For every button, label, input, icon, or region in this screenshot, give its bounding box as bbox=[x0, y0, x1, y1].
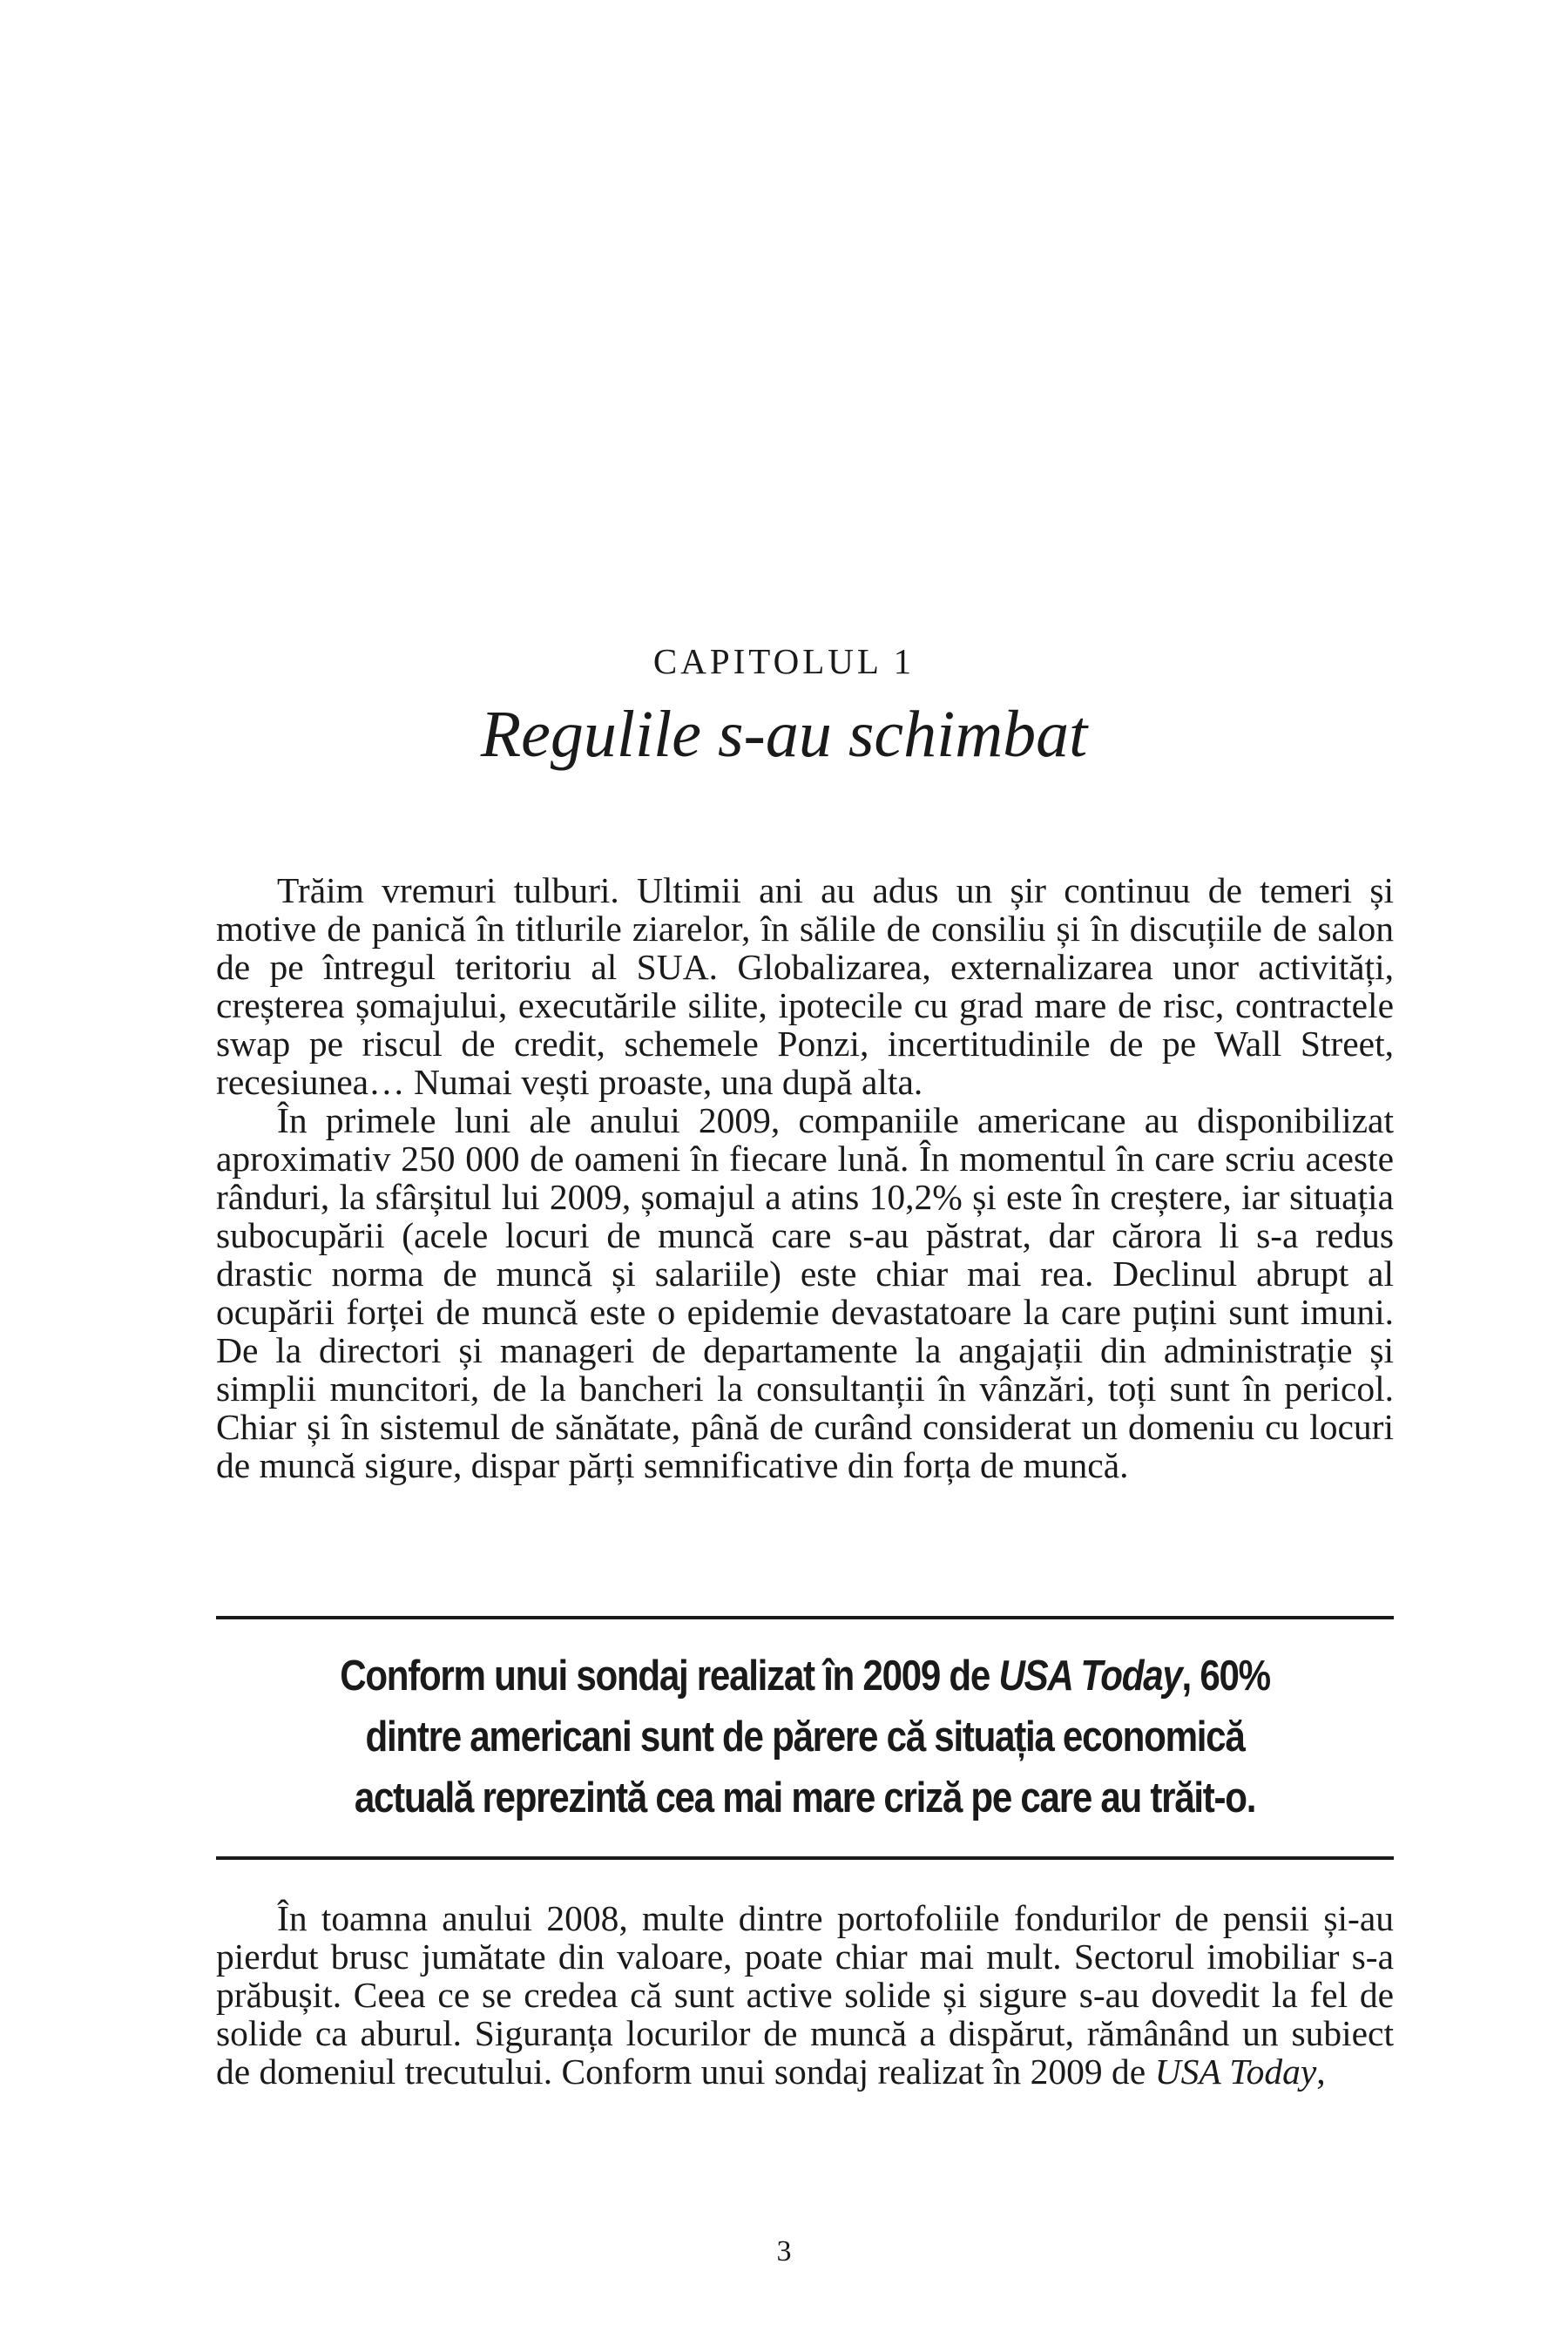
chapter-label: CAPITOLUL 1 bbox=[652, 641, 916, 681]
page-number: 3 bbox=[776, 2235, 792, 2268]
paragraph-2: În primele luni ale anului 2009, companiile americane au disponibilizat aproximativ 250 000 de oameni în fiecare lună. În momentul în care scriu aceste rânduri, la sfârșitul lui 2009, șomajul a atins 10,2% și este în creștere, iar situația subocupării (acele locuri de muncă care s-au păstrat, dar cărora li s-a redus drastic norma de muncă și salariile) este chiar mai rea. Declinul abrupt al ocupării forței de muncă este o epidemie devastatoare la care puțini sunt imuni. De la directori și manageri de departamente la angajații din administrație și simplii muncitori, de la bancheri la consultanții în vânzări, toți sunt în pericol. Chiar și în sistemul de sănătate, până de curând considerat un domeniu cu locuri de muncă sigure, dispar părți semnificative din forța de muncă. bbox=[216, 1100, 1394, 1485]
pull-quote-source: USA Today bbox=[998, 1652, 1182, 1700]
pull-quote bbox=[216, 1616, 1394, 1860]
pull-quote-line-1-start: Conform unui sondaj realizat în 2009 de bbox=[340, 1652, 999, 1700]
pull-quote-top-rule bbox=[216, 1616, 1394, 1619]
body-text-top bbox=[216, 871, 1394, 1484]
paragraph-3-source: USA Today bbox=[1154, 2051, 1317, 2092]
pull-quote-text bbox=[299, 1646, 1312, 1828]
paragraph-3-end: , bbox=[1316, 2051, 1326, 2092]
chapter-title: Regulile s-au schimbat bbox=[480, 698, 1088, 771]
pull-quote-line-2: dintre americani sunt de părere că situația economică bbox=[365, 1713, 1245, 1761]
body-text-bottom bbox=[216, 1899, 1394, 2091]
paragraph-3-main: În toamna anului 2008, multe dintre portofoliile fondurilor de pensii și-au pierdut brusc jumătate din valoare, poate chiar mai mult. Sectorul imobiliar s-a prăbușit. Ceea ce se credea că sunt active solide și sigure s-au dovedit la fel de solide ca aburul. Siguranța locurilor de muncă a dispărut, rămânând un subiect de domeniul trecutului. Conform unui sondaj realizat în 2009 de bbox=[216, 1898, 1394, 2092]
pull-quote-line-3: actuală reprezintă cea mai mare criză pe care au trăit-o. bbox=[354, 1774, 1256, 1821]
pull-quote-bottom-rule bbox=[216, 1856, 1394, 1860]
paragraph-3 bbox=[216, 1899, 1394, 2091]
pull-quote-line-1 bbox=[299, 1646, 1312, 1707]
paragraph-1: Trăim vremuri tulburi. Ultimii ani au adus un șir continuu de temeri și motive de panică în titlurile ziarelor, în sălile de consiliu și în discuțiile de salon de pe întregul teritoriu al SUA. Globalizarea, externalizarea unor activități, creșterea șomajului, executările silite, ipotecile cu grad mare de risc, contractele swap pe riscul de credit, schemele Ponzi, incertitudinile de pe Wall Street, recesiunea… Numai vești proaste, una după alta. bbox=[216, 870, 1394, 1102]
pull-quote-line-1-end: , 60% bbox=[1181, 1652, 1270, 1700]
